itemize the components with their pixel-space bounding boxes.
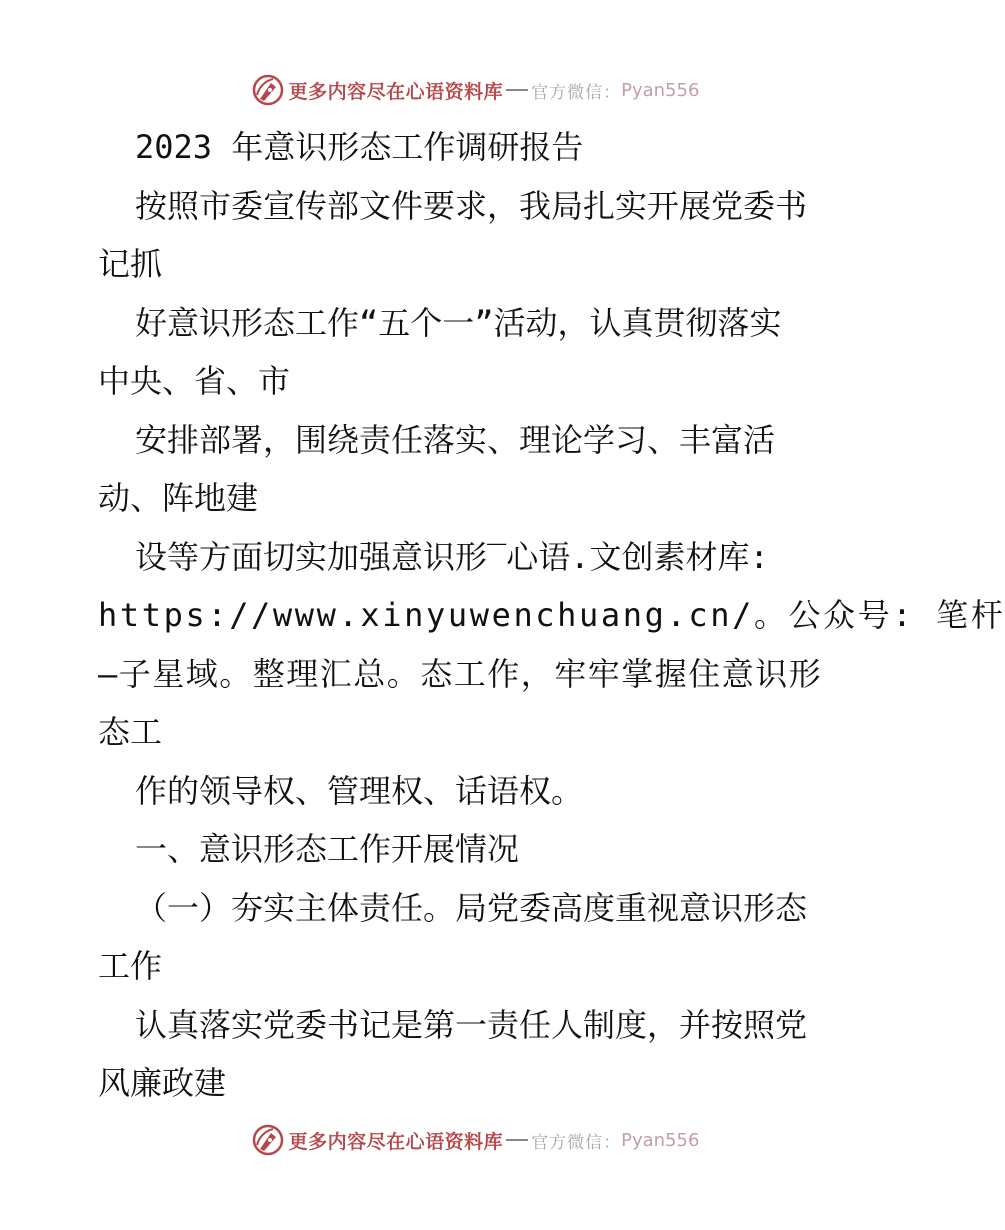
paragraph-line: 作的领导权、管理权、话语权。 bbox=[135, 771, 584, 810]
paragraph-line: 记抓 bbox=[98, 245, 163, 283]
paragraph-line: 中央、省、市 bbox=[98, 362, 291, 400]
watermark-banner-bottom bbox=[0, 1120, 950, 1160]
paragraph-line: 态工 bbox=[98, 713, 163, 751]
paragraph-line: 动、阵地建 bbox=[98, 479, 259, 517]
pen-nib-circle-icon bbox=[251, 73, 285, 107]
paragraph-line: 风廉政建 bbox=[98, 1064, 227, 1102]
paragraph-line: （一）夯实主体责任。局党委高度重视意识形态 bbox=[135, 888, 808, 927]
watermark-site-text: 更多内容尽在心语资料库 bbox=[288, 1130, 504, 1153]
watermark-banner-top bbox=[0, 70, 950, 110]
paragraph-line: 认真落实党委书记是第一责任人制度，并按照党 bbox=[135, 1005, 808, 1044]
paragraph-line: 工作 bbox=[98, 947, 163, 985]
pen-nib-circle-icon bbox=[251, 1123, 285, 1157]
paragraph-line: 安排部署，围绕责任落实、理论学习、丰富活 bbox=[135, 420, 776, 459]
paragraph-line: 按照市委宣传部文件要求，我局扎实开展党委书 bbox=[135, 186, 808, 225]
paragraph-line: 设等方面切实加强意识形‾心语.文创素材库: bbox=[135, 537, 769, 576]
watermark-site-text: 更多内容尽在心语资料库 bbox=[288, 80, 504, 103]
watermark-dash bbox=[506, 89, 528, 91]
watermark-id: Pyan556 bbox=[621, 1129, 700, 1151]
section-heading: 一、意识形态工作开展情况 bbox=[135, 830, 520, 868]
paragraph-line: https://www.xinyuwenchuang.cn/。公众号: 笔杆 bbox=[98, 596, 1005, 634]
paragraph-line: —子星域。整理汇总。态工作，牢牢掌握住意识形 bbox=[98, 654, 823, 693]
paragraph-line: 好意识形态工作“五个一”活动，认真贯彻落实 bbox=[135, 303, 782, 342]
watermark-label: 官方微信： bbox=[531, 1132, 622, 1153]
document-title: 2023 年意识形态工作调研报告 bbox=[135, 128, 584, 166]
document-body bbox=[98, 118, 1005, 1113]
watermark-id: Pyan556 bbox=[621, 79, 700, 101]
watermark-dash bbox=[506, 1139, 528, 1141]
watermark-label: 官方微信： bbox=[531, 82, 622, 103]
